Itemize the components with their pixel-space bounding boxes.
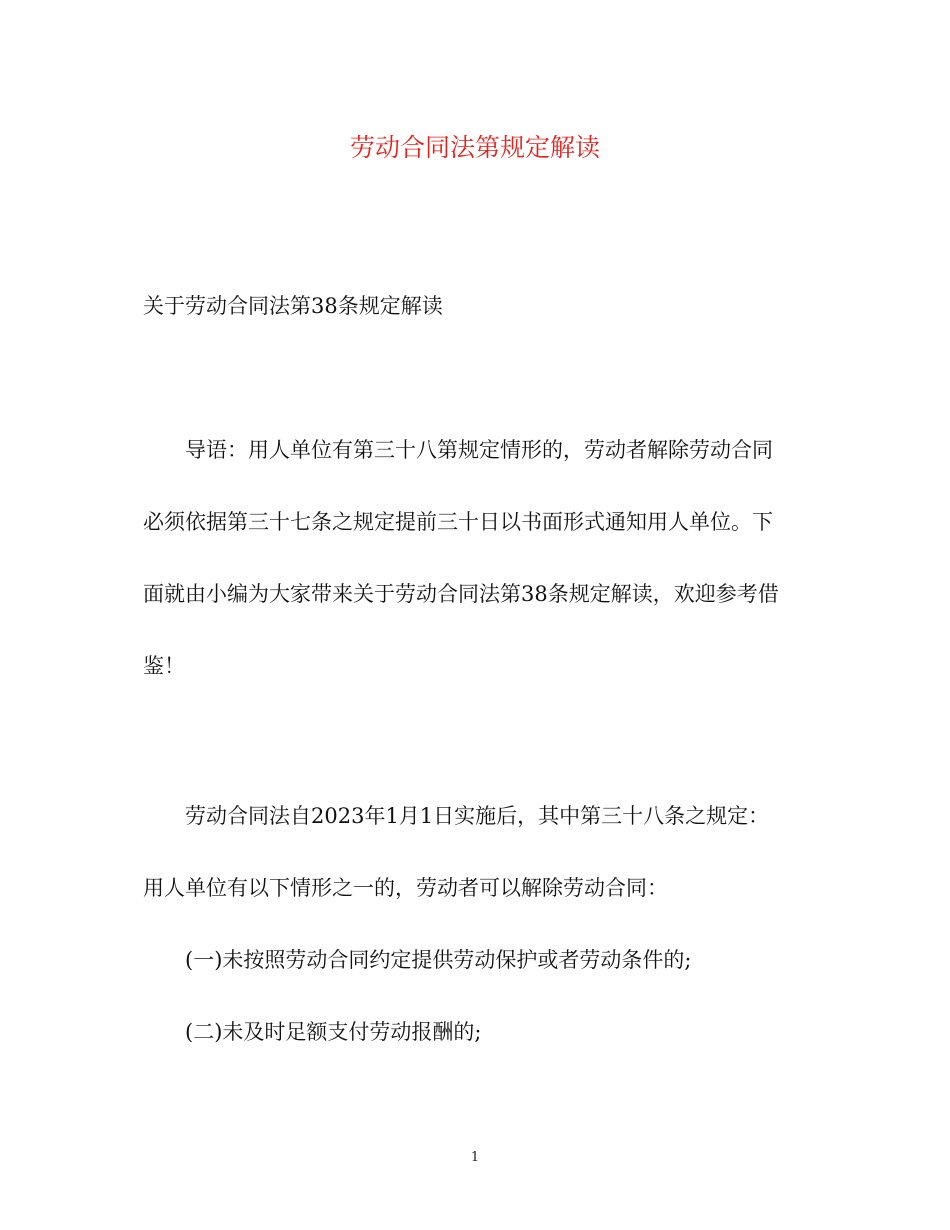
intro-line: 鉴！ [143, 654, 185, 678]
document-subtitle: 关于劳动合同法第38条规定解读 [143, 294, 443, 318]
page-number: 1 [470, 1150, 480, 1165]
list-item-text: (二)未及时足额支付劳动报酬的; [185, 1020, 482, 1044]
list-item-text: (一)未按照劳动合同约定提供劳动保护或者劳动条件的; [185, 948, 692, 972]
article-line: 劳动合同法自2023年1月1日实施后，其中第三十八条之规定： [185, 804, 770, 828]
intro-paragraph [143, 414, 808, 702]
document-title: 劳动合同法第规定解读 [349, 133, 600, 162]
article-line: 用人单位有以下情形之一的，劳动者可以解除劳动合同： [143, 876, 668, 900]
article-paragraph [143, 780, 808, 924]
intro-line: 必须依据第三十七条之规定提前三十日以书面形式通知用人单位。下 [143, 510, 773, 534]
list-item [143, 924, 808, 996]
intro-line: 面就由小编为大家带来关于劳动合同法第38条规定解读，欢迎参考借 [143, 582, 779, 606]
list-item [143, 996, 808, 1068]
intro-line: 导语：用人单位有第三十八第规定情形的，劳动者解除劳动合同 [185, 438, 773, 462]
